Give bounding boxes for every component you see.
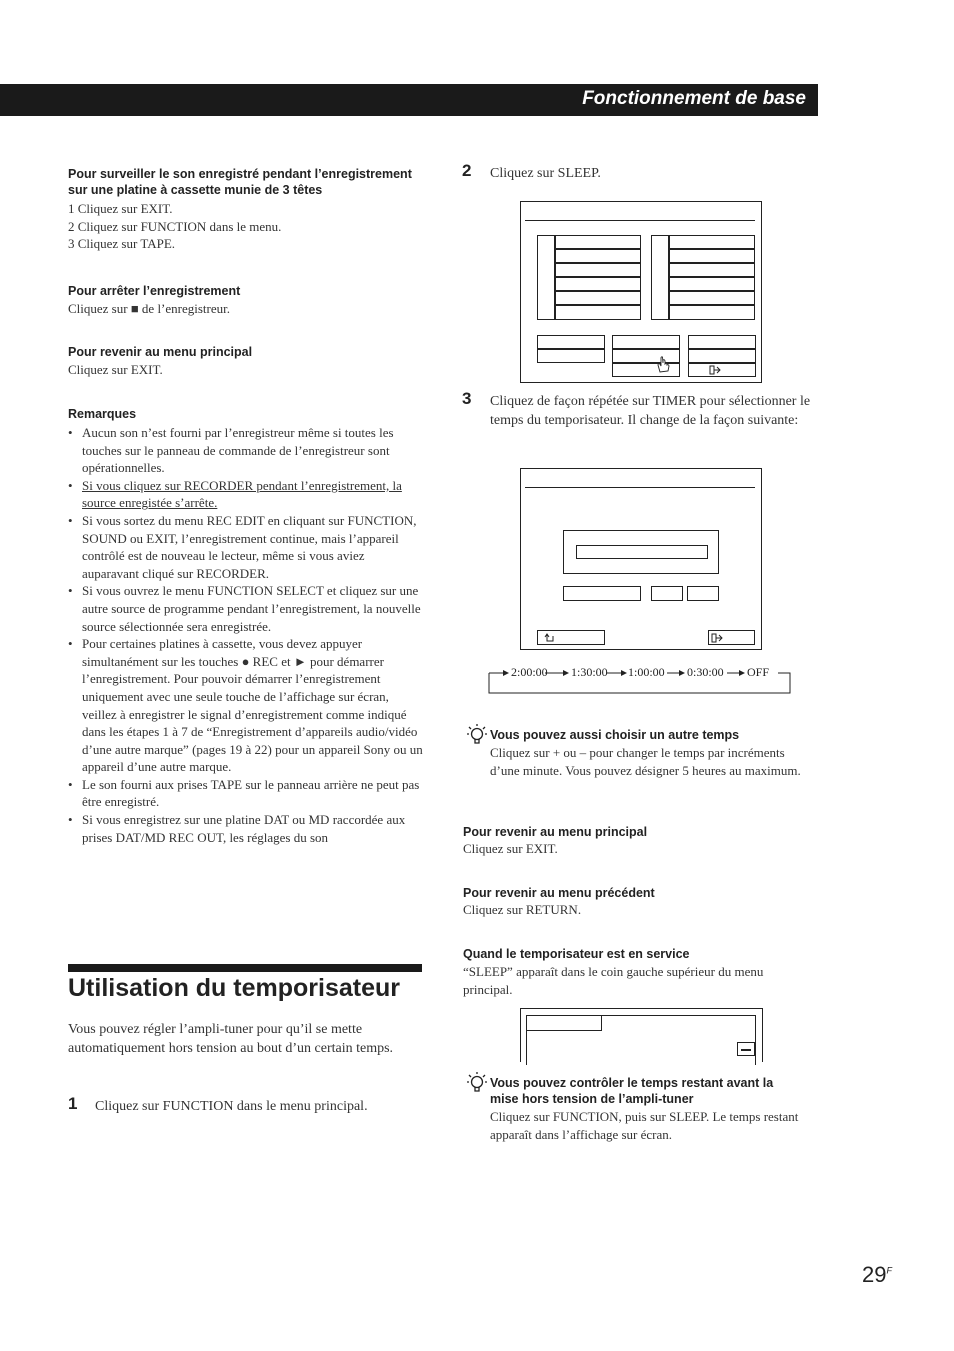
header-bar — [0, 84, 818, 116]
menu-slot — [669, 263, 755, 277]
stop-heading: Pour arrêter l’enregistrement — [68, 284, 241, 298]
minus-button[interactable] — [687, 586, 719, 601]
monitor-heading: Pour surveiller le son enregistré pendant l’enregistrement sur une platine à cassette munie de 3 têtes — [68, 167, 412, 197]
remarks-section — [68, 406, 423, 846]
r1-heading: Pour revenir au menu principal — [463, 825, 648, 839]
exit-button[interactable] — [688, 363, 756, 377]
sequence-value: 2:00:00 — [511, 665, 548, 679]
main-menu-corner-screen — [520, 1008, 763, 1062]
tip2-heading: Vous pouvez contrôler le temps restant avant la mise hors tension de l’ampli-tuner — [490, 1076, 774, 1106]
stop-section — [68, 283, 428, 318]
sleep-timer-screen — [520, 468, 762, 650]
section-rule — [68, 964, 422, 972]
menu-slot — [555, 291, 641, 305]
step2-number: 2 — [462, 161, 472, 180]
monitor-step: 1 Cliquez sur EXIT. — [68, 201, 173, 216]
menu-button[interactable] — [537, 335, 605, 349]
tip2-section — [490, 1075, 805, 1143]
menu-button[interactable] — [688, 335, 756, 349]
remark-item: • Aucun son n’est fourni par l’enregistreur même si toutes les touches sur le panneau de commande de l’enregistreur sont opérationnelles. — [68, 424, 423, 477]
sequence-value: OFF — [747, 665, 770, 679]
screen-title-bar — [525, 208, 755, 221]
page-number-suffix: F — [886, 1265, 892, 1276]
remark-item: • Pour certaines platines à cassette, vous devez appuyer simultanément sur les touches ● REC et ► pour démarrer l’enregistrement. Pour pouvoir démarrer l’enregistrement uniquement avec une seule touche de l’affichage sur écran, veillez à enregistrer le signal d’enregistrement comme indiqué dans les étapes 1 à 7 de “Enregistrement d’appareils audio/vidéo d’une autre marque” (pages 19 à 22) pour un appareil Sony ou un appareil d’une autre marque. — [68, 635, 423, 776]
r3-text: “SLEEP” apparaît dans le coin gauche supérieur du menu principal. — [463, 964, 764, 997]
menu-slot — [555, 235, 641, 249]
timer-display-frame — [563, 530, 719, 574]
page-number-value: 29 — [862, 1262, 887, 1287]
plus-button[interactable] — [651, 586, 683, 601]
function-menu-screen — [520, 201, 762, 383]
monitor-step: 2 Cliquez sur FUNCTION dans le menu. — [68, 218, 282, 234]
section-intro: Vous pouvez régler l’ampli-tuner pour qu’il se mette automatiquement hors tension au bout d’un certain temps. — [68, 1022, 394, 1056]
menu-button[interactable] — [688, 349, 756, 363]
menu-button[interactable] — [612, 335, 680, 349]
step1-number: 1 — [68, 1094, 78, 1113]
menu-button[interactable] — [537, 349, 605, 363]
menu-slot — [669, 291, 755, 305]
return-main-text: Cliquez sur EXIT. — [68, 362, 163, 377]
timer-display — [576, 545, 708, 559]
r3-heading: Quand le temporisateur est en service — [463, 947, 690, 961]
tip1-section — [490, 727, 810, 779]
r1-section — [463, 824, 808, 858]
remarks-list — [68, 424, 423, 846]
menu-slot — [555, 305, 641, 320]
lightbulb-tip-icon — [464, 722, 488, 746]
remark-item: • Le son fourni aux prises TAPE sur le panneau arrière ne peut pas être enregistré. — [68, 776, 423, 811]
r2-section — [463, 885, 808, 919]
remark-item: • Si vous cliquez sur RECORDER pendant l’enregistrement, la source enregistée s’arrête. — [68, 477, 423, 512]
page-number — [862, 1262, 892, 1288]
stop-text: Cliquez sur ■ de l’enregistreur. — [68, 301, 230, 316]
timer-button[interactable] — [563, 586, 641, 601]
step3-text: Cliquez de façon répétée sur TIMER pour sélectionner le temps du temporisateur. Il change de la façon suivante: — [490, 394, 811, 428]
minimize-icon — [741, 1049, 751, 1051]
step3-number: 3 — [462, 389, 472, 408]
minimize-button[interactable] — [737, 1042, 755, 1056]
lightbulb-tip-icon — [464, 1070, 488, 1094]
return-icon — [544, 633, 556, 643]
header-title: Fonctionnement de base — [582, 88, 806, 109]
tip1-heading: Vous pouvez aussi choisir un autre temps — [490, 728, 740, 742]
tip1-text: Cliquez sur + ou – pour changer le temps par incréments d’une minute. Vous pouvez désigner 5 heures au maximum. — [490, 745, 801, 778]
tip2-text: Cliquez sur FUNCTION, puis sur SLEEP. Le temps restant apparaît dans l’affichage sur écran. — [490, 1109, 799, 1142]
exit-button[interactable] — [708, 630, 755, 645]
menu-slot — [669, 235, 755, 249]
monitor-section — [68, 166, 428, 253]
sleep-indicator — [526, 1015, 602, 1031]
return-main-section — [68, 344, 428, 379]
return-button[interactable] — [537, 630, 605, 645]
r1-text: Cliquez sur EXIT. — [463, 841, 558, 856]
step1-text: Cliquez sur FUNCTION dans le menu principal. — [95, 1099, 368, 1114]
menu-slot — [555, 263, 641, 277]
remark-item: • Si vous sortez du menu REC EDIT en cliquant sur FUNCTION, SOUND ou EXIT, l’enregistrement continue, mais l’appareil contrôlé est de nouveau le lecteur, même si vous aviez auparavant cliqué sur RECORDER. — [68, 512, 423, 582]
menu-slot — [669, 277, 755, 291]
menu-slot — [555, 249, 641, 263]
exit-icon — [709, 365, 721, 375]
r2-heading: Pour revenir au menu précédent — [463, 886, 655, 900]
screen-title-bar — [525, 475, 755, 488]
return-main-heading: Pour revenir au menu principal — [68, 345, 253, 359]
grid-index-column — [537, 235, 555, 320]
sequence-value: 1:30:00 — [571, 665, 608, 679]
hand-cursor-icon — [655, 356, 671, 374]
sequence-value: 1:00:00 — [628, 665, 665, 679]
exit-icon — [711, 633, 723, 643]
menu-slot — [669, 305, 755, 320]
monitor-steps — [68, 200, 428, 253]
remarks-heading: Remarques — [68, 407, 137, 421]
r2-text: Cliquez sur RETURN. — [463, 902, 582, 917]
grid-index-column — [651, 235, 669, 320]
menu-slot — [669, 249, 755, 263]
monitor-step: 3 Cliquez sur TAPE. — [68, 236, 176, 251]
remark-item: • Si vous ouvrez le menu FUNCTION SELECT et cliquez sur une autre source de programme pendant l’enregistrement, la nouvelle source sélectionnée sera enregistrée. — [68, 582, 423, 635]
step2-text: Cliquez sur SLEEP. — [490, 166, 601, 181]
section-title: Utilisation du temporisateur — [68, 974, 400, 1002]
menu-slot — [555, 277, 641, 291]
r3-section — [463, 946, 808, 998]
remark-item: • Si vous enregistrez sur une platine DAT ou MD raccordée aux prises DAT/MD REC OUT, les réglages du son — [68, 811, 423, 846]
sequence-value: 0:30:00 — [687, 665, 724, 679]
